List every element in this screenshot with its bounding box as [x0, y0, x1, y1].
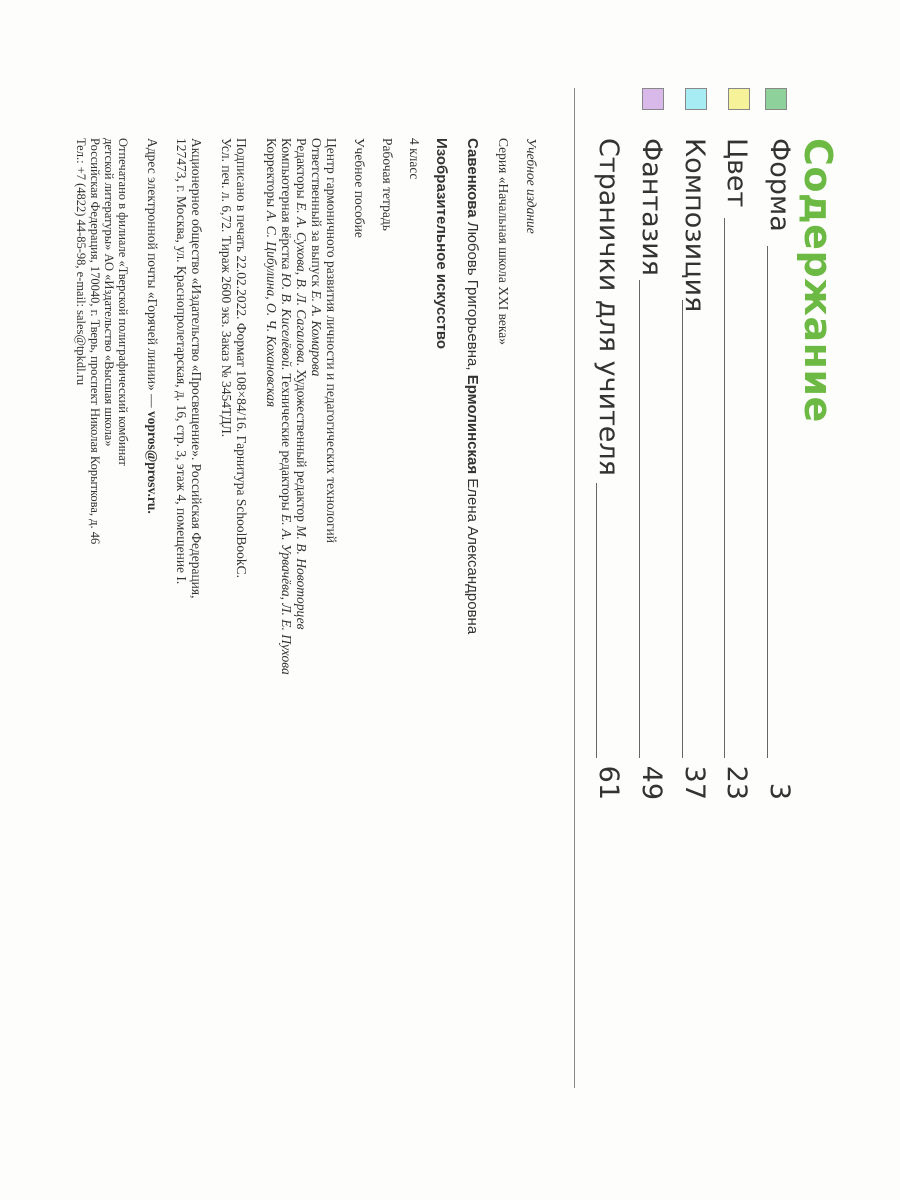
- hotline-line: [145, 138, 160, 514]
- correctors-names: А. С. Цибулина, О. Ч. Кохановская: [264, 210, 279, 408]
- edition-type: Учебное издание: [524, 138, 539, 234]
- toc-item-cvet: [719, 138, 753, 800]
- art-editor-prefix: . Художественный редактор: [294, 362, 309, 526]
- publisher-line: Акционерное общество «Издательство «Просвещение». Российская Федерация,: [189, 138, 204, 599]
- toc-item-forma: [762, 138, 796, 800]
- layout-name: Ю. В. Киселёвой: [279, 272, 294, 367]
- print-sheets-line: Усл. печ. л. 6,72. Тираж 2600 экз. Заказ № 3454ТДЛ.: [219, 138, 234, 438]
- toc-leader-line: [724, 218, 725, 758]
- hotline-prefix: Адрес электронной почты «Горячей линии» —: [145, 138, 160, 411]
- toc-item-page: 23: [721, 765, 752, 800]
- book-title: Изобразительное искусство: [433, 138, 450, 350]
- toc-item-page: 61: [593, 765, 624, 800]
- toc-item-stranichki: [591, 138, 625, 800]
- toc-leader-line: [682, 300, 683, 758]
- section-divider: [574, 88, 575, 1088]
- author2-surname: Ермолинская: [464, 374, 481, 475]
- responsible-prefix: Ответственный за выпуск: [309, 138, 324, 291]
- toc-item-label: Композиция: [679, 138, 710, 313]
- responsible-line: [309, 138, 324, 376]
- toc-item-kompoziciya: [677, 138, 711, 800]
- swatch-forma: [765, 88, 787, 110]
- grade: 4 класс: [407, 138, 422, 180]
- correctors-line: [264, 138, 279, 407]
- book-kind: Рабочая тетрадь: [380, 138, 395, 231]
- toc-item-fantaziya: [634, 138, 668, 800]
- toc-leader-line: [767, 246, 768, 758]
- toc-leader-line: [639, 280, 640, 758]
- swatch-fantaziya: [642, 88, 664, 110]
- center-line: Центр гармоничного развития личности и педагогических технологий: [324, 138, 339, 543]
- author1-surname: Савенкова: [464, 138, 481, 218]
- toc-title: Содержание: [796, 138, 840, 423]
- editors-names: Е. А. Сухова, В. Л. Сагалова: [294, 202, 309, 363]
- printed-line-3: Российская Федерация, 170040, г. Тверь, проспект Николая Корыткова, д. 46: [88, 138, 102, 545]
- printed-line-4: Тел.: +7 (4822) 44-85-98, e-mail: sales@tpkdl.ru: [74, 138, 88, 386]
- author1-name: Любовь Григорьевна,: [464, 217, 481, 375]
- responsible-name: Е. А. Комарова: [309, 290, 324, 377]
- series: Серия «Начальная школа XXI века»: [496, 138, 511, 345]
- toc-leader-line: [596, 483, 597, 758]
- signed-line: Подписано в печать 22.02.2022. Формат 108×84/16. Гарнитура SchoolBookC.: [234, 138, 249, 578]
- tech-editors-prefix: . Технические редакторы: [279, 366, 294, 515]
- hotline-email: vopros@prosv.ru.: [145, 410, 160, 514]
- book-purpose: Учебное пособие: [352, 138, 367, 238]
- toc-item-label: Форма: [764, 138, 795, 232]
- authors: [465, 138, 480, 634]
- swatch-cvet: [728, 88, 750, 110]
- printed-line-2: детской литературы» АО «Издательство «Высшая школа»: [102, 138, 116, 447]
- toc-item-page: 49: [636, 765, 667, 800]
- toc-item-label: Странички для учителя: [593, 138, 624, 476]
- art-editor-name: М. В. Новоторцев: [294, 525, 309, 630]
- toc-item-page: 3: [764, 782, 795, 800]
- tech-editors-names: Е. А. Урвачёва, Л. Е. Пухова: [279, 514, 294, 675]
- editors-line: [294, 138, 309, 629]
- layout-line: [279, 138, 294, 675]
- correctors-prefix: Корректоры: [264, 138, 279, 211]
- publisher-address-line: 127473, г. Москва, ул. Краснопролетарская, д. 16, стр. 3, этаж 4, помещение I.: [174, 138, 189, 585]
- toc-item-label: Цвет: [721, 138, 752, 208]
- author2-name: Елена Александровна: [464, 474, 481, 635]
- layout-prefix: Компьютерная вёрстка: [279, 138, 294, 273]
- toc-item-label: Фантазия: [636, 138, 667, 276]
- toc-item-page: 37: [679, 765, 710, 800]
- printed-line-1: Отпечатано в филиале «Тверской полиграфический комбинат: [116, 138, 130, 466]
- swatch-kompoziciya: [685, 88, 707, 110]
- editors-prefix: Редакторы: [294, 138, 309, 203]
